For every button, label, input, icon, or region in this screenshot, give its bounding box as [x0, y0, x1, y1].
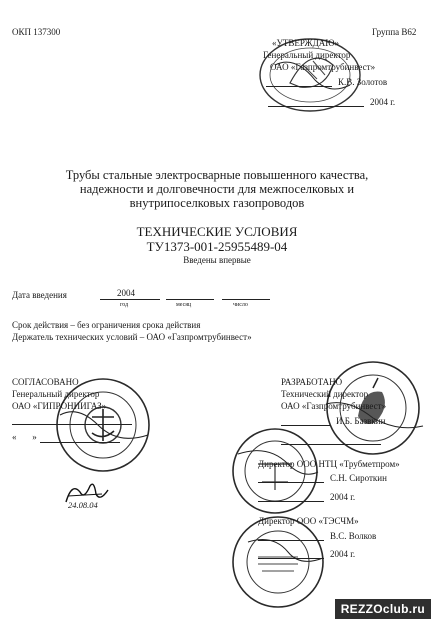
agreed-role: Генеральный директор — [12, 389, 100, 399]
agreed-date-line — [40, 442, 120, 443]
spec-heading: ТЕХНИЧЕСКИЕ УСЛОВИЯ — [136, 224, 298, 239]
validity-line-1: Срок действия – без ограничения срока действия — [12, 320, 201, 330]
spec-note: Введены впервые — [183, 255, 251, 265]
approval-signature-line — [266, 86, 332, 87]
trubmetprom-date-line — [258, 501, 324, 502]
intro-day-line — [222, 299, 270, 300]
trubmetprom-signer: С.Н. Сироткин — [330, 473, 387, 483]
trubmetprom-role: Директор ООО НТЦ «Трубметпром» — [258, 459, 400, 469]
trubmetprom-stamp — [228, 424, 323, 519]
intro-date-year: 2004 — [117, 288, 135, 298]
tesc-date-line — [258, 558, 324, 559]
title-line-2: надежности и долговечности для межпоселковых и — [79, 182, 355, 196]
developed-signature-line — [281, 425, 331, 426]
intro-caption-day: число — [233, 302, 248, 308]
approval-date-line — [268, 106, 364, 107]
approval-signer: К.В. Золотов — [338, 77, 388, 87]
approval-org: ОАО «Газпромтрубинвест» — [270, 62, 376, 72]
tesc-signature-line — [258, 540, 324, 541]
agreed-date-quote: « » — [12, 432, 37, 442]
watermark-label: REZZOclub.ru — [335, 599, 431, 619]
tesc-signer: В.С. Волков — [330, 531, 377, 541]
intro-caption-month: месяц — [176, 302, 192, 308]
intro-month-line — [166, 299, 214, 300]
intro-caption-year: год — [120, 302, 129, 308]
approval-year: 2004 г. — [370, 97, 396, 107]
tesc-stamp — [228, 512, 328, 612]
trubmetprom-signature-line — [258, 482, 324, 483]
developed-org: ОАО «Газпромтрубинвест» — [281, 401, 387, 411]
spec-code: ТУ1373-001-25955489-04 — [146, 239, 288, 254]
okp-code: ОКП 137300 — [12, 27, 61, 37]
developed-signer: И.Б. Базвкин — [336, 416, 386, 426]
developed-date-line — [281, 444, 381, 445]
title-line-3: внутрипоселковых газопроводов — [129, 196, 305, 210]
validity-line-2: Держатель технических условий – ОАО «Газпромтрубинвест» — [12, 332, 252, 342]
intro-date-label: Дата введения — [12, 290, 67, 300]
intro-year-line — [100, 299, 160, 300]
agreed-head: СОГЛАСОВАНО — [12, 377, 79, 387]
agreed-handwritten-date: 24.08.04 — [68, 500, 98, 510]
tesc-role: Директор ООО «ТЭСЧМ» — [258, 516, 359, 526]
title-line-1: Трубы стальные электросварные повышенного качества, — [65, 168, 369, 182]
trubmetprom-year: 2004 г. — [330, 492, 356, 502]
developed-role: Технический директор — [281, 389, 369, 399]
agreed-signature-line — [12, 424, 132, 425]
developed-head: РАЗРАБОТАНО — [281, 377, 343, 387]
approval-role: Генеральный директор — [263, 50, 351, 60]
tesc-year: 2004 г. — [330, 549, 356, 559]
agreed-org: ОАО «ГИПРОНИИГАЗ» — [12, 401, 107, 411]
group-code: Группа В62 — [372, 27, 417, 37]
approval-head: «УТВЕРЖДАЮ» — [272, 38, 340, 48]
